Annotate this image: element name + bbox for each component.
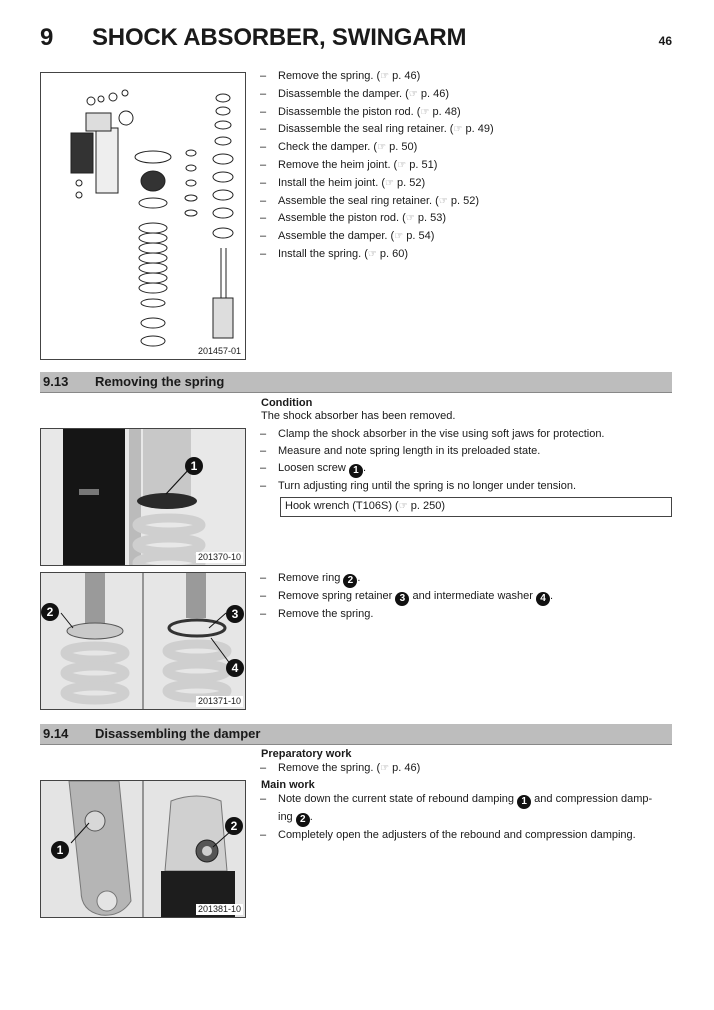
chapter-title: SHOCK ABSORBER, SWINGARM	[92, 24, 467, 51]
step-page-ref: p. 52	[450, 194, 476, 207]
list-item: – Completely open the adjusters of the rebound and compression damping.	[260, 827, 652, 844]
list-item: – Remove spring retainer 3 and intermediate washer 4 .	[260, 588, 553, 606]
step-page-ref: p. 52	[397, 176, 422, 189]
page-number: 46	[658, 34, 672, 48]
list-item: – Remove the spring. (☞ p. 46)	[260, 760, 420, 778]
page-ref-icon: ☞	[377, 142, 387, 154]
list-item: – Clamp the shock absorber in the vise using soft jaws for protection.	[260, 426, 605, 443]
list-item: – Loosen screw 1 .	[260, 460, 605, 478]
figure-remove-spring	[40, 572, 246, 710]
page-ref-icon: ☞	[420, 106, 430, 118]
list-item: – Assemble the seal ring retainer. (☞ p. 52)	[260, 193, 494, 211]
section-number: 9.14	[43, 726, 69, 741]
list-item: – Disassemble the piston rod. (☞ p. 48)	[260, 104, 494, 122]
spring-photo-drawing	[41, 573, 245, 709]
list-item: – Install the spring. (☞ p. 60)	[260, 246, 494, 264]
tool-page-ref: p. 250	[410, 500, 442, 512]
page-ref-icon: ☞	[438, 195, 448, 207]
condition-heading: Condition	[261, 397, 313, 409]
callout-marker: 1	[51, 841, 69, 859]
overview-exploded-figure	[40, 72, 246, 360]
callout-marker: 2	[41, 603, 59, 621]
step-page-ref: p. 49	[465, 123, 490, 136]
removal-steps-b	[260, 570, 553, 623]
tool-box: Hook wrench (T106S) (☞ p. 250)	[280, 497, 672, 517]
page-ref-icon: ☞	[453, 124, 463, 136]
page-ref-icon: ☞	[380, 71, 390, 82]
step-page-ref: p. 50	[389, 141, 414, 154]
step-page-ref: p. 48	[432, 105, 457, 118]
callout-marker: 2	[225, 817, 243, 835]
step-page-ref: p. 46	[392, 70, 417, 82]
section-heading-9-13	[40, 372, 672, 393]
step-page-ref: p. 46	[392, 762, 417, 774]
step-page-ref: p. 53	[417, 212, 443, 225]
section-title: Disassembling the damper	[95, 726, 261, 741]
preparatory-steps	[260, 760, 420, 778]
list-item: – Remove ring 2 .	[260, 570, 553, 588]
list-item: – Disassemble the seal ring retainer. (☞ p. 49)	[260, 121, 494, 139]
shock-photo-drawing	[41, 429, 245, 565]
figure-loosen-screw	[40, 428, 246, 566]
callout-marker: 2	[343, 574, 357, 588]
removal-steps-a	[260, 426, 605, 494]
main-work-heading: Main work	[261, 779, 315, 791]
figure-label: 201371-10	[197, 696, 241, 706]
section-heading-9-14	[40, 724, 672, 745]
list-item: – Install the heim joint. (☞ p. 52)	[260, 175, 494, 193]
figure-label: 201381-10	[197, 904, 241, 914]
list-item: – Check the damper. (☞ p. 50)	[260, 139, 494, 157]
adjuster-photo-drawing	[41, 781, 245, 917]
figure-label: 201457-01	[197, 346, 241, 356]
page-ref-icon: ☞	[367, 248, 377, 260]
list-item: – Remove the spring. (☞ p. 46)	[260, 68, 494, 86]
list-item: – Assemble the damper. (☞ p. 54)	[260, 228, 494, 246]
list-item: – Assemble the piston rod. (☞ p. 53)	[260, 210, 494, 228]
step-page-ref: p. 46	[420, 87, 446, 100]
step-page-ref: p. 51	[409, 158, 434, 171]
list-item: – Turn adjusting ring until the spring is no longer under tension.	[260, 478, 605, 495]
callout-marker: 1	[517, 795, 531, 809]
callout-marker: 2	[296, 813, 310, 827]
callout-marker: 1	[185, 457, 203, 475]
list-item: – Remove the heim joint. (☞ p. 51)	[260, 157, 494, 175]
callout-marker: 4	[226, 659, 244, 677]
figure-label: 201370-10	[197, 552, 241, 562]
callout-marker: 3	[395, 592, 409, 606]
step-page-ref: p. 60	[379, 247, 405, 260]
page-ref-icon: ☞	[394, 231, 404, 243]
overview-step-list	[260, 68, 494, 264]
page-ref-icon: ☞	[385, 177, 394, 189]
exploded-view-drawing	[41, 73, 245, 359]
page-ref-icon: ☞	[380, 763, 390, 774]
main-work-steps	[260, 791, 652, 844]
preparatory-heading: Preparatory work	[261, 748, 352, 760]
tool-name: Hook wrench (T106S)	[285, 500, 392, 512]
list-item: – Disassemble the damper. (☞ p. 46)	[260, 86, 494, 104]
callout-marker: 3	[226, 605, 244, 623]
callout-marker: 1	[349, 464, 363, 478]
callout-marker: 4	[536, 592, 550, 606]
section-title: Removing the spring	[95, 374, 225, 389]
figure-damping-adjusters	[40, 780, 246, 918]
list-item: – Remove the spring.	[260, 606, 553, 623]
list-item: – Note down the current state of rebound damping 1 and compression damp- ing 2 .	[260, 791, 652, 827]
page-ref-icon: ☞	[405, 213, 415, 225]
list-item: – Measure and note spring length in its preloaded state.	[260, 443, 605, 460]
page-ref-icon: ☞	[397, 159, 407, 171]
condition-text: The shock absorber has been removed.	[261, 410, 456, 422]
chapter-number: 9	[40, 24, 54, 51]
section-number: 9.13	[43, 374, 69, 389]
page-ref-icon: ☞	[408, 88, 418, 100]
page-ref-icon: ☞	[398, 501, 408, 512]
step-page-ref: p. 54	[406, 230, 431, 243]
